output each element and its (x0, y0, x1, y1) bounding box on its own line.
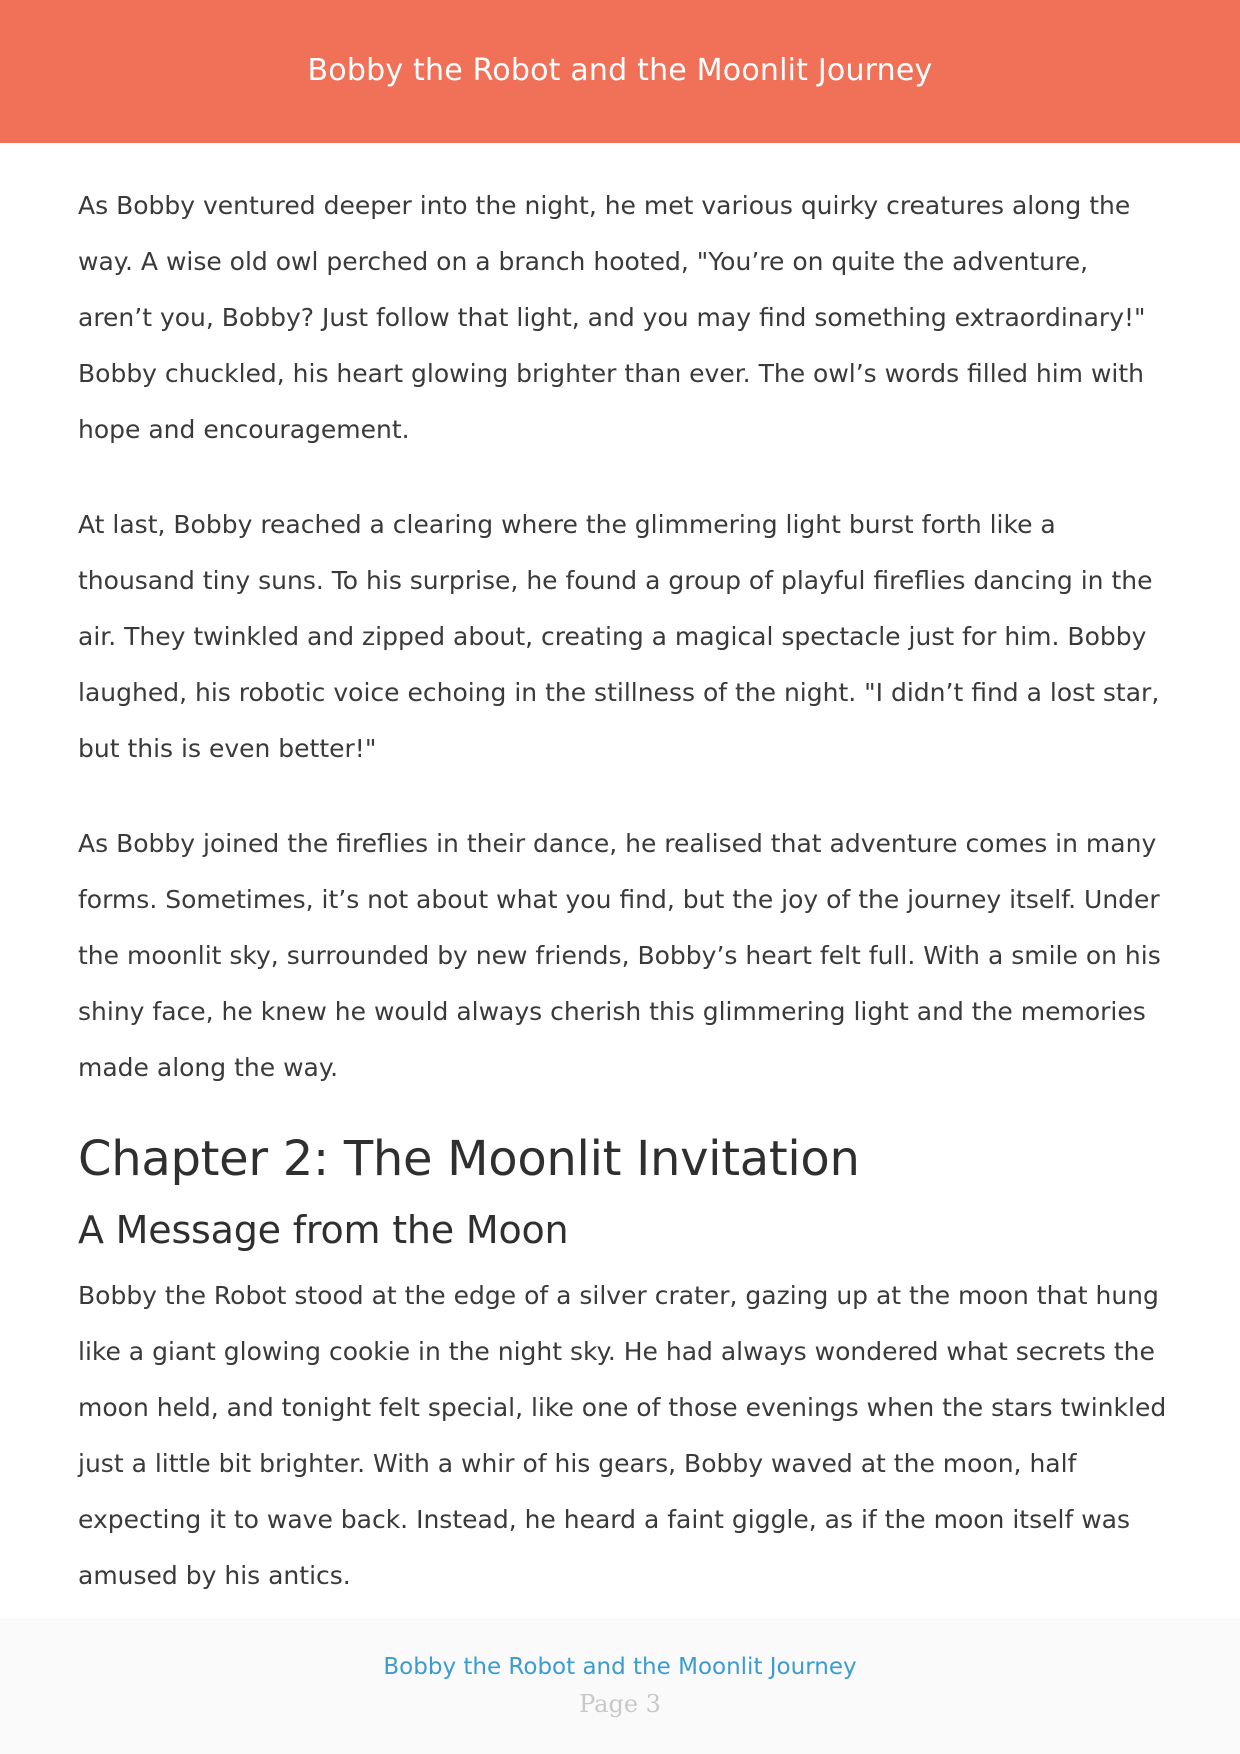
story-paragraph: Bobby the Robot stood at the edge of a silver crater, gazing up at the moon that hung like a giant glowing cookie in the night sky. He had always wondered what secrets the moon held, and tonight felt special, like one of those evenings when the stars twinkled just a little bit brighter. With a whir of his gears, Bobby waved at the moon, half expecting it to wave back. Instead, he heard a faint giggle, as if the moon itself was amused by his antics. (78, 1281, 1167, 1590)
story-paragraph: At last, Bobby reached a clearing where the glimmering light burst forth like a thousand tiny suns. To his surprise, he found a group of playful fireflies dancing in the air. They twinkled and zipped about, creating a magical spectacle just for him. Bobby laughed, his robotic voice echoing in the stillness of the night. "I didn’t find a lost star, but this is even better!" (78, 510, 1160, 763)
page-number: Page 3 (579, 1690, 661, 1718)
story-content (78, 178, 1168, 1604)
chapter-title: Chapter 2: The Moonlit Invitation (78, 1131, 860, 1187)
page-footer (0, 1618, 1240, 1754)
story-paragraph: As Bobby joined the fireflies in their dance, he realised that adventure comes in many forms. Sometimes, it’s not about what you find, but the joy of the journey itself. Under the moonlit sky, surrounded by new friends, Bobby’s heart felt full. With a smile on his shiny face, he knew he would always cherish this glimmering light and the memories made along the way. (78, 829, 1161, 1082)
story-paragraph: As Bobby ventured deeper into the night, he met various quirky creatures along the way. A wise old owl perched on a branch hooted, "You’re on quite the adventure, aren’t you, Bobby? Just follow that light, and you may find something extraordinary!" Bobby chuckled, his heart glowing brighter than ever. The owl’s words filled him with hope and encouragement. (78, 191, 1146, 444)
footer-title: Bobby the Robot and the Moonlit Journey (383, 1654, 857, 1680)
section-title: A Message from the Moon (78, 1208, 569, 1252)
header-title: Bobby the Robot and the Moonlit Journey (307, 53, 933, 88)
page-header (0, 0, 1240, 143)
